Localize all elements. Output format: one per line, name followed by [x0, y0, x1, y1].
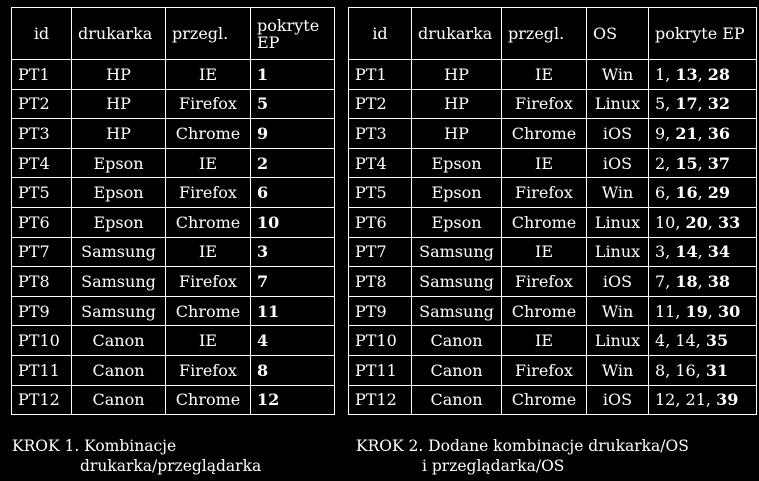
cell-covered-ep [649, 385, 757, 415]
cell-browser: IE [502, 237, 587, 267]
ep-separator: , [707, 212, 718, 232]
ep-number: 16 [675, 183, 698, 203]
cell-printer: Canon [72, 355, 166, 385]
table-row [12, 326, 335, 356]
table-header-row [12, 8, 335, 60]
ep-number: 12 [655, 390, 676, 410]
cell-id: PT6 [349, 207, 412, 237]
cell-covered-ep [649, 237, 757, 267]
table-step2 [348, 7, 757, 415]
table-row [12, 237, 335, 267]
caption-step1 [12, 436, 261, 476]
ep-number: 17 [675, 94, 698, 114]
table-row [349, 119, 757, 149]
cell-printer: HP [412, 89, 502, 119]
cell-printer: HP [72, 119, 166, 149]
ep-number: 5 [655, 94, 666, 114]
table-row [349, 207, 757, 237]
cell-os: Linux [587, 326, 649, 356]
ep-separator: , [665, 64, 676, 84]
cell-browser: Chrome [166, 207, 251, 237]
table-row [12, 119, 335, 149]
ep-number: 37 [707, 153, 731, 173]
ep-number: 31 [705, 360, 729, 380]
caption-step2-line1: KROK 2. Dodane kombinacje drukarka/OS [356, 437, 689, 455]
cell-id: PT9 [12, 296, 72, 326]
ep-number: 2 [655, 153, 666, 173]
table-step1 [11, 7, 335, 415]
cell-id: PT12 [349, 385, 412, 415]
ep-number: 29 [707, 183, 731, 203]
cell-browser: Chrome [166, 296, 251, 326]
cell-id: PT4 [12, 148, 72, 178]
cell-covered-ep: 8 [251, 355, 335, 385]
table-row [349, 355, 757, 385]
cell-covered-ep: 1 [251, 60, 335, 90]
ep-number: 11 [655, 301, 676, 321]
cell-browser: Chrome [502, 296, 587, 326]
cell-os: Win [587, 296, 649, 326]
cell-id: PT4 [349, 148, 412, 178]
cell-id: PT5 [349, 178, 412, 208]
table-row [349, 237, 757, 267]
cell-browser: Chrome [166, 385, 251, 415]
ep-separator: , [665, 242, 676, 262]
cell-covered-ep [649, 207, 757, 237]
cell-printer: Canon [72, 385, 166, 415]
ep-number: 7 [655, 271, 666, 291]
cell-covered-ep: 12 [251, 385, 335, 415]
table-row [12, 148, 335, 178]
cell-covered-ep [649, 267, 757, 297]
cell-browser: Firefox [166, 355, 251, 385]
cell-printer: Samsung [72, 237, 166, 267]
cell-printer: Canon [412, 326, 502, 356]
cell-browser: Firefox [166, 267, 251, 297]
ep-separator: , [675, 301, 686, 321]
cell-printer: Samsung [412, 267, 502, 297]
ep-number: 15 [675, 153, 698, 173]
ep-number: 3 [655, 242, 666, 262]
cell-printer: Samsung [72, 267, 166, 297]
cell-os: iOS [587, 148, 649, 178]
cell-printer: Canon [412, 385, 502, 415]
caption-step2-line2: i przeglądarka/OS [422, 457, 565, 475]
cell-id: PT11 [349, 355, 412, 385]
ep-number: 20 [685, 212, 708, 232]
table-row [12, 207, 335, 237]
ep-separator: , [675, 212, 686, 232]
cell-covered-ep: 4 [251, 326, 335, 356]
cell-printer: Samsung [72, 296, 166, 326]
cell-printer: HP [412, 60, 502, 90]
col-header-browser: przegl. [502, 8, 587, 60]
ep-number: 4 [655, 331, 666, 351]
cell-id: PT7 [349, 237, 412, 267]
ep-number: 36 [707, 123, 731, 143]
cell-browser: Chrome [502, 119, 587, 149]
cell-os: Win [587, 178, 649, 208]
cell-id: PT8 [349, 267, 412, 297]
ep-number: 30 [717, 301, 741, 321]
ep-separator: , [665, 94, 676, 114]
cell-covered-ep [649, 148, 757, 178]
cell-printer: HP [72, 60, 166, 90]
table-row [12, 60, 335, 90]
cell-os: Linux [587, 207, 649, 237]
ep-separator: , [697, 64, 708, 84]
cell-id: PT7 [12, 237, 72, 267]
table-row [12, 296, 335, 326]
cell-os: Win [587, 60, 649, 90]
col-header-browser: przegl. [166, 8, 251, 60]
cell-id: PT11 [12, 355, 72, 385]
ep-number: 10 [655, 212, 676, 232]
ep-number: 6 [655, 183, 666, 203]
ep-number: 21 [675, 123, 698, 143]
col-header-printer: drukarka [412, 8, 502, 60]
cell-os: iOS [587, 119, 649, 149]
ep-separator: , [665, 123, 676, 143]
ep-separator: , [665, 360, 676, 380]
cell-printer: Samsung [412, 237, 502, 267]
cell-id: PT8 [12, 267, 72, 297]
ep-number: 13 [675, 64, 698, 84]
cell-browser: Chrome [502, 385, 587, 415]
cell-covered-ep: 10 [251, 207, 335, 237]
cell-covered-ep: 7 [251, 267, 335, 297]
ep-number: 33 [717, 212, 741, 232]
ep-number: 16 [675, 360, 696, 380]
cell-browser: Firefox [166, 89, 251, 119]
col-header-covered-ep: pokryte EP [649, 8, 757, 60]
ep-number: 21 [685, 390, 706, 410]
col-header-printer: drukarka [72, 8, 166, 60]
table-row [12, 178, 335, 208]
cell-covered-ep: 2 [251, 148, 335, 178]
caption-step1-line2: drukarka/przeglądarka [80, 457, 262, 475]
caption-step1-line1: KROK 1. Kombinacje [12, 437, 177, 455]
ep-number: 28 [707, 64, 731, 84]
table-row [349, 148, 757, 178]
cell-covered-ep [649, 178, 757, 208]
ep-number: 39 [716, 390, 739, 410]
cell-os: Linux [587, 237, 649, 267]
cell-os: Win [587, 355, 649, 385]
ep-number: 14 [675, 242, 698, 262]
cell-id: PT6 [12, 207, 72, 237]
ep-separator: , [697, 123, 708, 143]
ep-separator: , [665, 153, 676, 173]
ep-separator: , [695, 360, 706, 380]
table-row [349, 296, 757, 326]
cell-covered-ep [649, 296, 757, 326]
cell-id: PT9 [349, 296, 412, 326]
ep-separator: , [697, 183, 708, 203]
ep-separator: , [697, 94, 708, 114]
cell-printer: Epson [412, 178, 502, 208]
cell-id: PT2 [349, 89, 412, 119]
cell-browser: IE [502, 148, 587, 178]
cell-browser: Firefox [502, 267, 587, 297]
cell-covered-ep: 6 [251, 178, 335, 208]
cell-id: PT12 [12, 385, 72, 415]
table-row [349, 89, 757, 119]
cell-covered-ep [649, 119, 757, 149]
cell-os: Linux [587, 89, 649, 119]
cell-printer: HP [412, 119, 502, 149]
ep-separator: , [697, 153, 708, 173]
ep-separator: , [665, 183, 676, 203]
ep-number: 14 [675, 331, 696, 351]
cell-id: PT5 [12, 178, 72, 208]
ep-number: 19 [685, 301, 708, 321]
ep-separator: , [697, 242, 708, 262]
cell-covered-ep [649, 355, 757, 385]
cell-printer: Epson [412, 207, 502, 237]
cell-browser: Firefox [502, 89, 587, 119]
cell-covered-ep: 3 [251, 237, 335, 267]
cell-browser: IE [166, 237, 251, 267]
col-header-id: id [349, 8, 412, 60]
table-row [349, 178, 757, 208]
cell-printer: Epson [72, 148, 166, 178]
cell-id: PT3 [12, 119, 72, 149]
cell-covered-ep: 9 [251, 119, 335, 149]
table-row [349, 385, 757, 415]
cell-browser: Chrome [166, 119, 251, 149]
cell-printer: Epson [72, 178, 166, 208]
cell-browser: IE [166, 326, 251, 356]
ep-number: 9 [655, 123, 666, 143]
caption-step2 [356, 436, 689, 476]
table-row [349, 267, 757, 297]
col-header-covered-ep: pokryte EP [251, 8, 335, 60]
table-step2-body [349, 60, 757, 415]
cell-covered-ep [649, 60, 757, 90]
table-row [12, 267, 335, 297]
cell-printer: Epson [412, 148, 502, 178]
ep-number: 32 [707, 94, 731, 114]
cell-id: PT1 [349, 60, 412, 90]
cell-browser: IE [166, 148, 251, 178]
table-row [12, 89, 335, 119]
table-row [349, 326, 757, 356]
cell-browser: IE [166, 60, 251, 90]
table-step1-body [12, 60, 335, 415]
ep-separator: , [675, 390, 686, 410]
cell-id: PT3 [349, 119, 412, 149]
cell-browser: Firefox [502, 178, 587, 208]
cell-printer: Canon [72, 326, 166, 356]
cell-browser: IE [502, 326, 587, 356]
ep-number: 35 [705, 331, 729, 351]
table-row [12, 355, 335, 385]
cell-covered-ep [649, 326, 757, 356]
cell-covered-ep: 5 [251, 89, 335, 119]
table-row [12, 385, 335, 415]
cell-printer: Epson [72, 207, 166, 237]
cell-id: PT2 [12, 89, 72, 119]
ep-separator: , [707, 301, 718, 321]
cell-covered-ep: 11 [251, 296, 335, 326]
table-header-row [349, 8, 757, 60]
cell-id: PT10 [12, 326, 72, 356]
ep-number: 18 [675, 271, 698, 291]
ep-separator: , [665, 271, 676, 291]
col-header-id: id [12, 8, 72, 60]
table-row [349, 60, 757, 90]
cell-id: PT1 [12, 60, 72, 90]
ep-number: 38 [707, 271, 731, 291]
cell-printer: Samsung [412, 296, 502, 326]
cell-browser: Chrome [502, 207, 587, 237]
cell-printer: HP [72, 89, 166, 119]
ep-separator: , [705, 390, 717, 410]
ep-separator: , [695, 331, 706, 351]
ep-number: 1 [655, 64, 666, 84]
cell-browser: Firefox [166, 178, 251, 208]
cell-covered-ep [649, 89, 757, 119]
cell-os: iOS [587, 385, 649, 415]
ep-separator: , [665, 331, 676, 351]
cell-os: iOS [587, 267, 649, 297]
cell-browser: Firefox [502, 355, 587, 385]
ep-separator: , [697, 271, 708, 291]
col-header-os: OS [587, 8, 649, 60]
ep-number: 8 [655, 360, 666, 380]
cell-printer: Canon [412, 355, 502, 385]
ep-number: 34 [707, 242, 731, 262]
cell-browser: IE [502, 60, 587, 90]
cell-id: PT10 [349, 326, 412, 356]
